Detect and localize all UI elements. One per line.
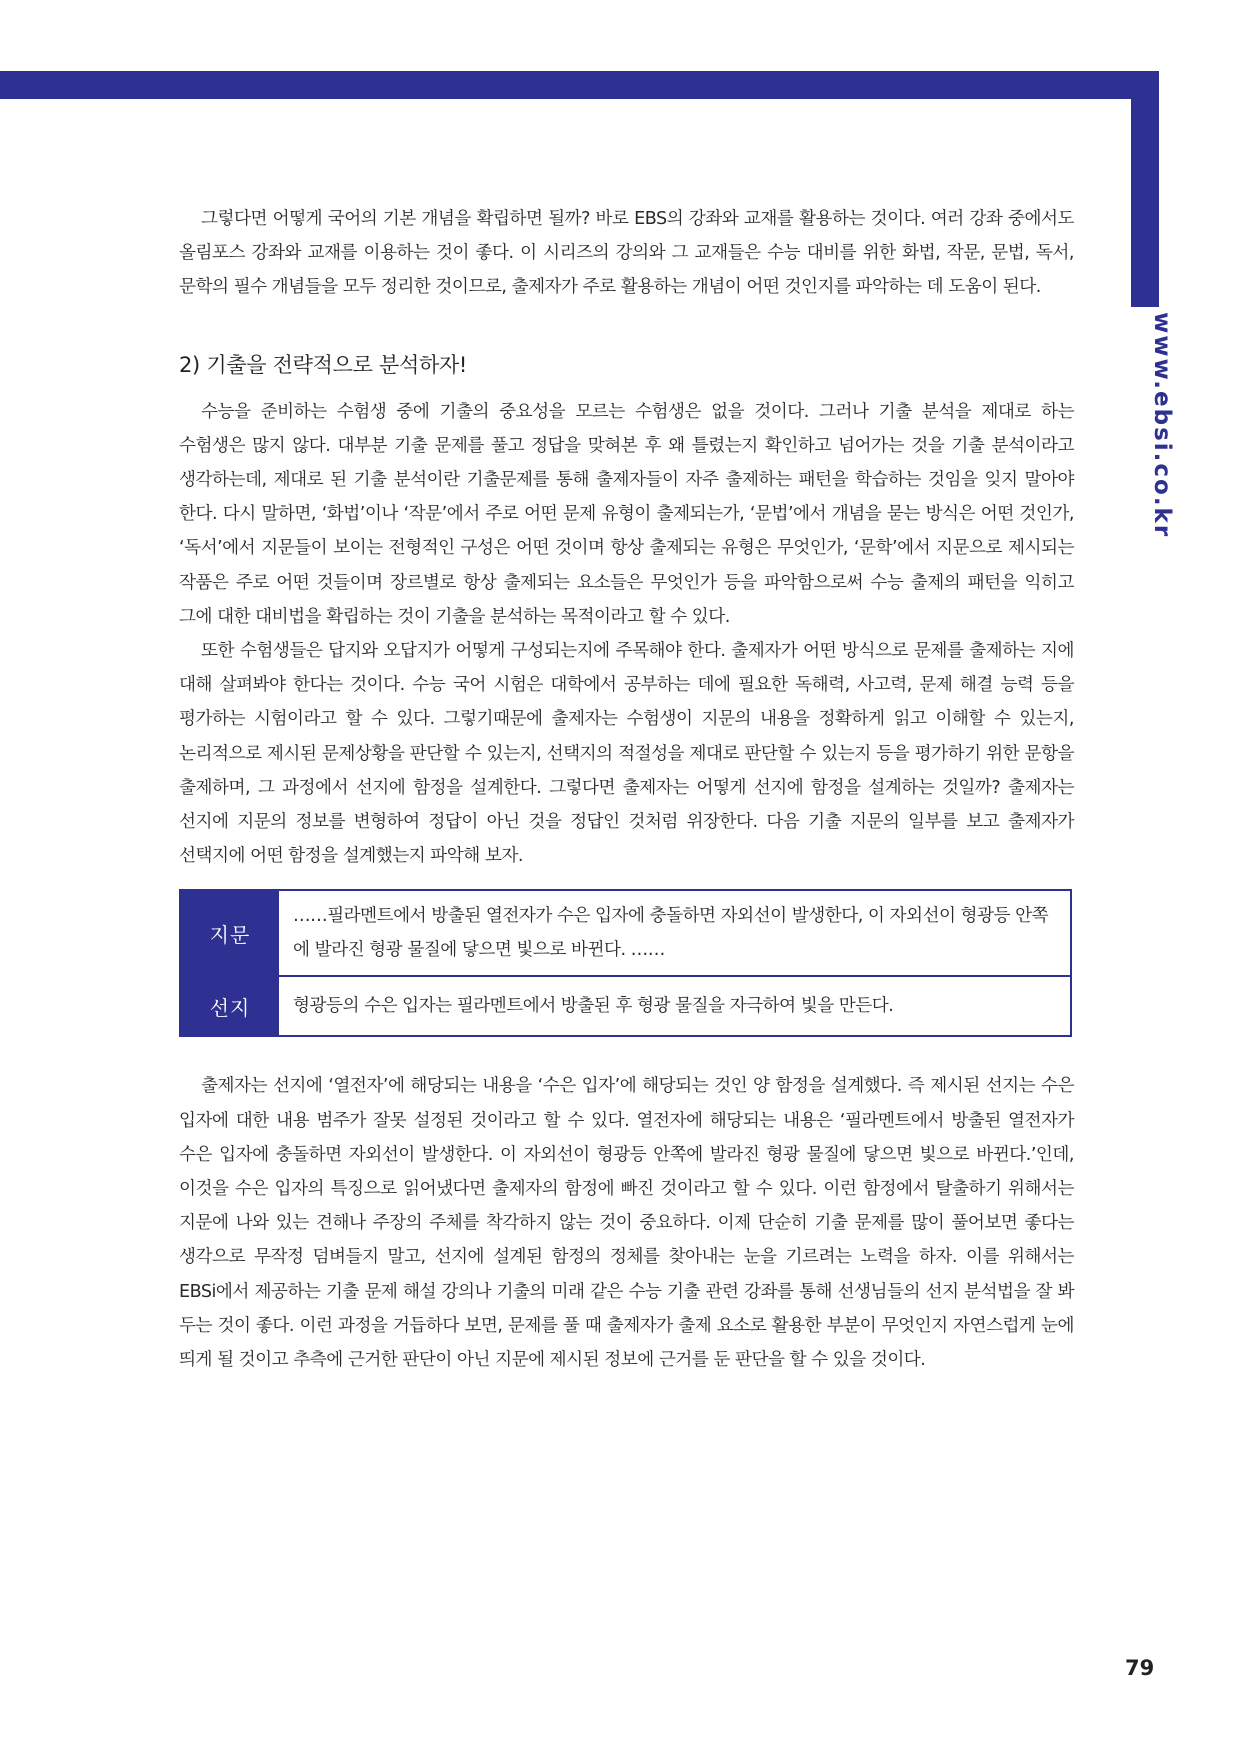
site-url: www.ebsi.co.kr (1149, 311, 1175, 539)
page-content (179, 202, 1074, 1377)
intro-paragraph: 그렇다면 어떻게 국어의 기본 개념을 확립하면 될까? 바로 EBS의 강좌와 교재를 활용하는 것이다. 여러 강좌 중에서도 올림포스 강좌와 교재를 이용하는 것이 좋다. 이 시리즈의 강의와 그 교재들은 수능 대비를 위한 화법, 작문, 문법, 독서, 문학의 필수 개념들을 모두 정리한 것이므로, 출제자가 주로 활용하는 개념이 어떤 것인지를 파악하는 데 도움이 된다. (179, 209, 1074, 298)
passage-label: 지문 (180, 890, 279, 976)
option-text: 형광등의 수은 입자는 필라멘트에서 방출된 후 형광 물질을 자극하여 빛을 만든다. (293, 996, 894, 1017)
side-accent-bar (1131, 71, 1159, 307)
option-row (180, 976, 1071, 1036)
option-label: 선지 (180, 976, 279, 1036)
section-heading: 2) 기출을 전략적으로 분석하자! (179, 352, 468, 377)
body-paragraph-1: 수능을 준비하는 수험생 중에 기출의 중요성을 모르는 수험생은 없을 것이다. 그러나 기출 분석을 제대로 하는 수험생은 많지 않다. 대부분 기출 문제를 풀고 정답을 맞혀본 후 왜 틀렸는지 확인하고 넘어가는 것을 기출 분석이라고 생각하는데, 제대로 된 기출 분석이란 기출문제를 통해 출제자들이 자주 출제하는 패턴을 학습하는 것임을 잊지 말아야 한다. 다시 말하면, ‘화법’이나 ‘작문’에서 주로 어떤 문제 유형이 출제되는가, ‘문법’에서 개념을 묻는 방식은 어떤 것인가, ‘독서’에서 지문들이 보이는 전형적인 구성은 어떤 것이며 항상 출제되는 유형은 무엇인가, ‘문학’에서 지문으로 제시되는 작품은 주로 어떤 것들이며 장르별로 항상 출제되는 요소들은 무엇인가 등을 파악함으로써 수능 출제의 패턴을 익히고 그에 대한 대비법을 확립하는 것이 기출을 분석하는 목적이라고 할 수 있다. (179, 401, 1074, 627)
page-number: 79 (1125, 1656, 1155, 1680)
passage-row (180, 890, 1071, 976)
passage-text: ……필라멘트에서 방출된 열전자가 수은 입자에 충돌하면 자외선이 발생한다, 이 자외선이 형광등 안쪽에 발라진 형광 물질에 닿으면 빛으로 바뀐다. …… (279, 890, 1071, 976)
example-table (179, 889, 1072, 1037)
body-paragraph-2: 또한 수험생들은 답지와 오답지가 어떻게 구성되는지에 주목해야 한다. 출제자가 어떤 방식으로 문제를 출제하는 지에 대해 살펴봐야 한다는 것이다. 수능 국어 시험은 대학에서 공부하는 데에 필요한 독해력, 사고력, 문제 해결 능력 등을 평가하는 시험이라고 할 수 있다. 그렇기때문에 출제자는 수험생이 지문의 내용을 정확하게 읽고 이해할 수 있는지, 논리적으로 제시된 문제상황을 판단할 수 있는지, 선택지의 적절성을 제대로 판단할 수 있는지 등을 평가하기 위한 문항을 출제하며, 그 과정에서 선지에 함정을 설계한다. 그렇다면 출제자는 어떻게 선지에 함정을 설계하는 것일까? 출제자는 선지에 지문의 정보를 변형하여 정답이 아닌 것을 정답인 것처럼 위장한다. 다음 기출 지문의 일부를 보고 출제자가 선택지에 어떤 함정을 설계했는지 파악해 보자. (179, 641, 1075, 867)
closing-paragraph: 출제자는 선지에 ‘열전자’에 해당되는 내용을 ‘수은 입자’에 해당되는 것인 양 함정을 설계했다. 즉 제시된 선지는 수은 입자에 대한 내용 범주가 잘못 설정된 것이라고 할 수 있다. 열전자에 해당되는 내용은 ‘필라멘트에서 방출된 열전자가 수은 입자에 충돌하면 자외선이 발생한다. 이 자외선이 형광등 안쪽에 발라진 형광 물질에 닿으면 빛으로 바뀐다.’인데, 이것을 수은 입자의 특징으로 읽어냈다면 출제자의 함정에 빠진 것이라고 할 수 있다. 이런 함정에서 탈출하기 위해서는 지문에 나와 있는 견해나 주장의 주체를 착각하지 않는 것이 중요하다. 이제 단순히 기출 문제를 많이 풀어보면 좋다는 생각으로 무작정 덤벼들지 말고, 선지에 설계된 함정의 정체를 찾아내는 눈을 기르려는 노력을 하자. 이를 위해서는 EBSi에서 제공하는 기출 문제 해설 강의나 기출의 미래 같은 수능 기출 관련 강좌를 통해 선생님들의 선지 분석법을 잘 봐 두는 것이 좋다. 이런 과정을 거듭하다 보면, 문제를 풀 때 출제자가 출제 요소로 활용한 부분이 무엇인지 자연스럽게 눈에 띄게 될 것이고 추측에 근거한 판단이 아닌 지문에 제시된 정보에 근거를 둔 판단을 할 수 있을 것이다. (179, 1076, 1075, 1371)
top-accent-bar (0, 71, 1159, 99)
